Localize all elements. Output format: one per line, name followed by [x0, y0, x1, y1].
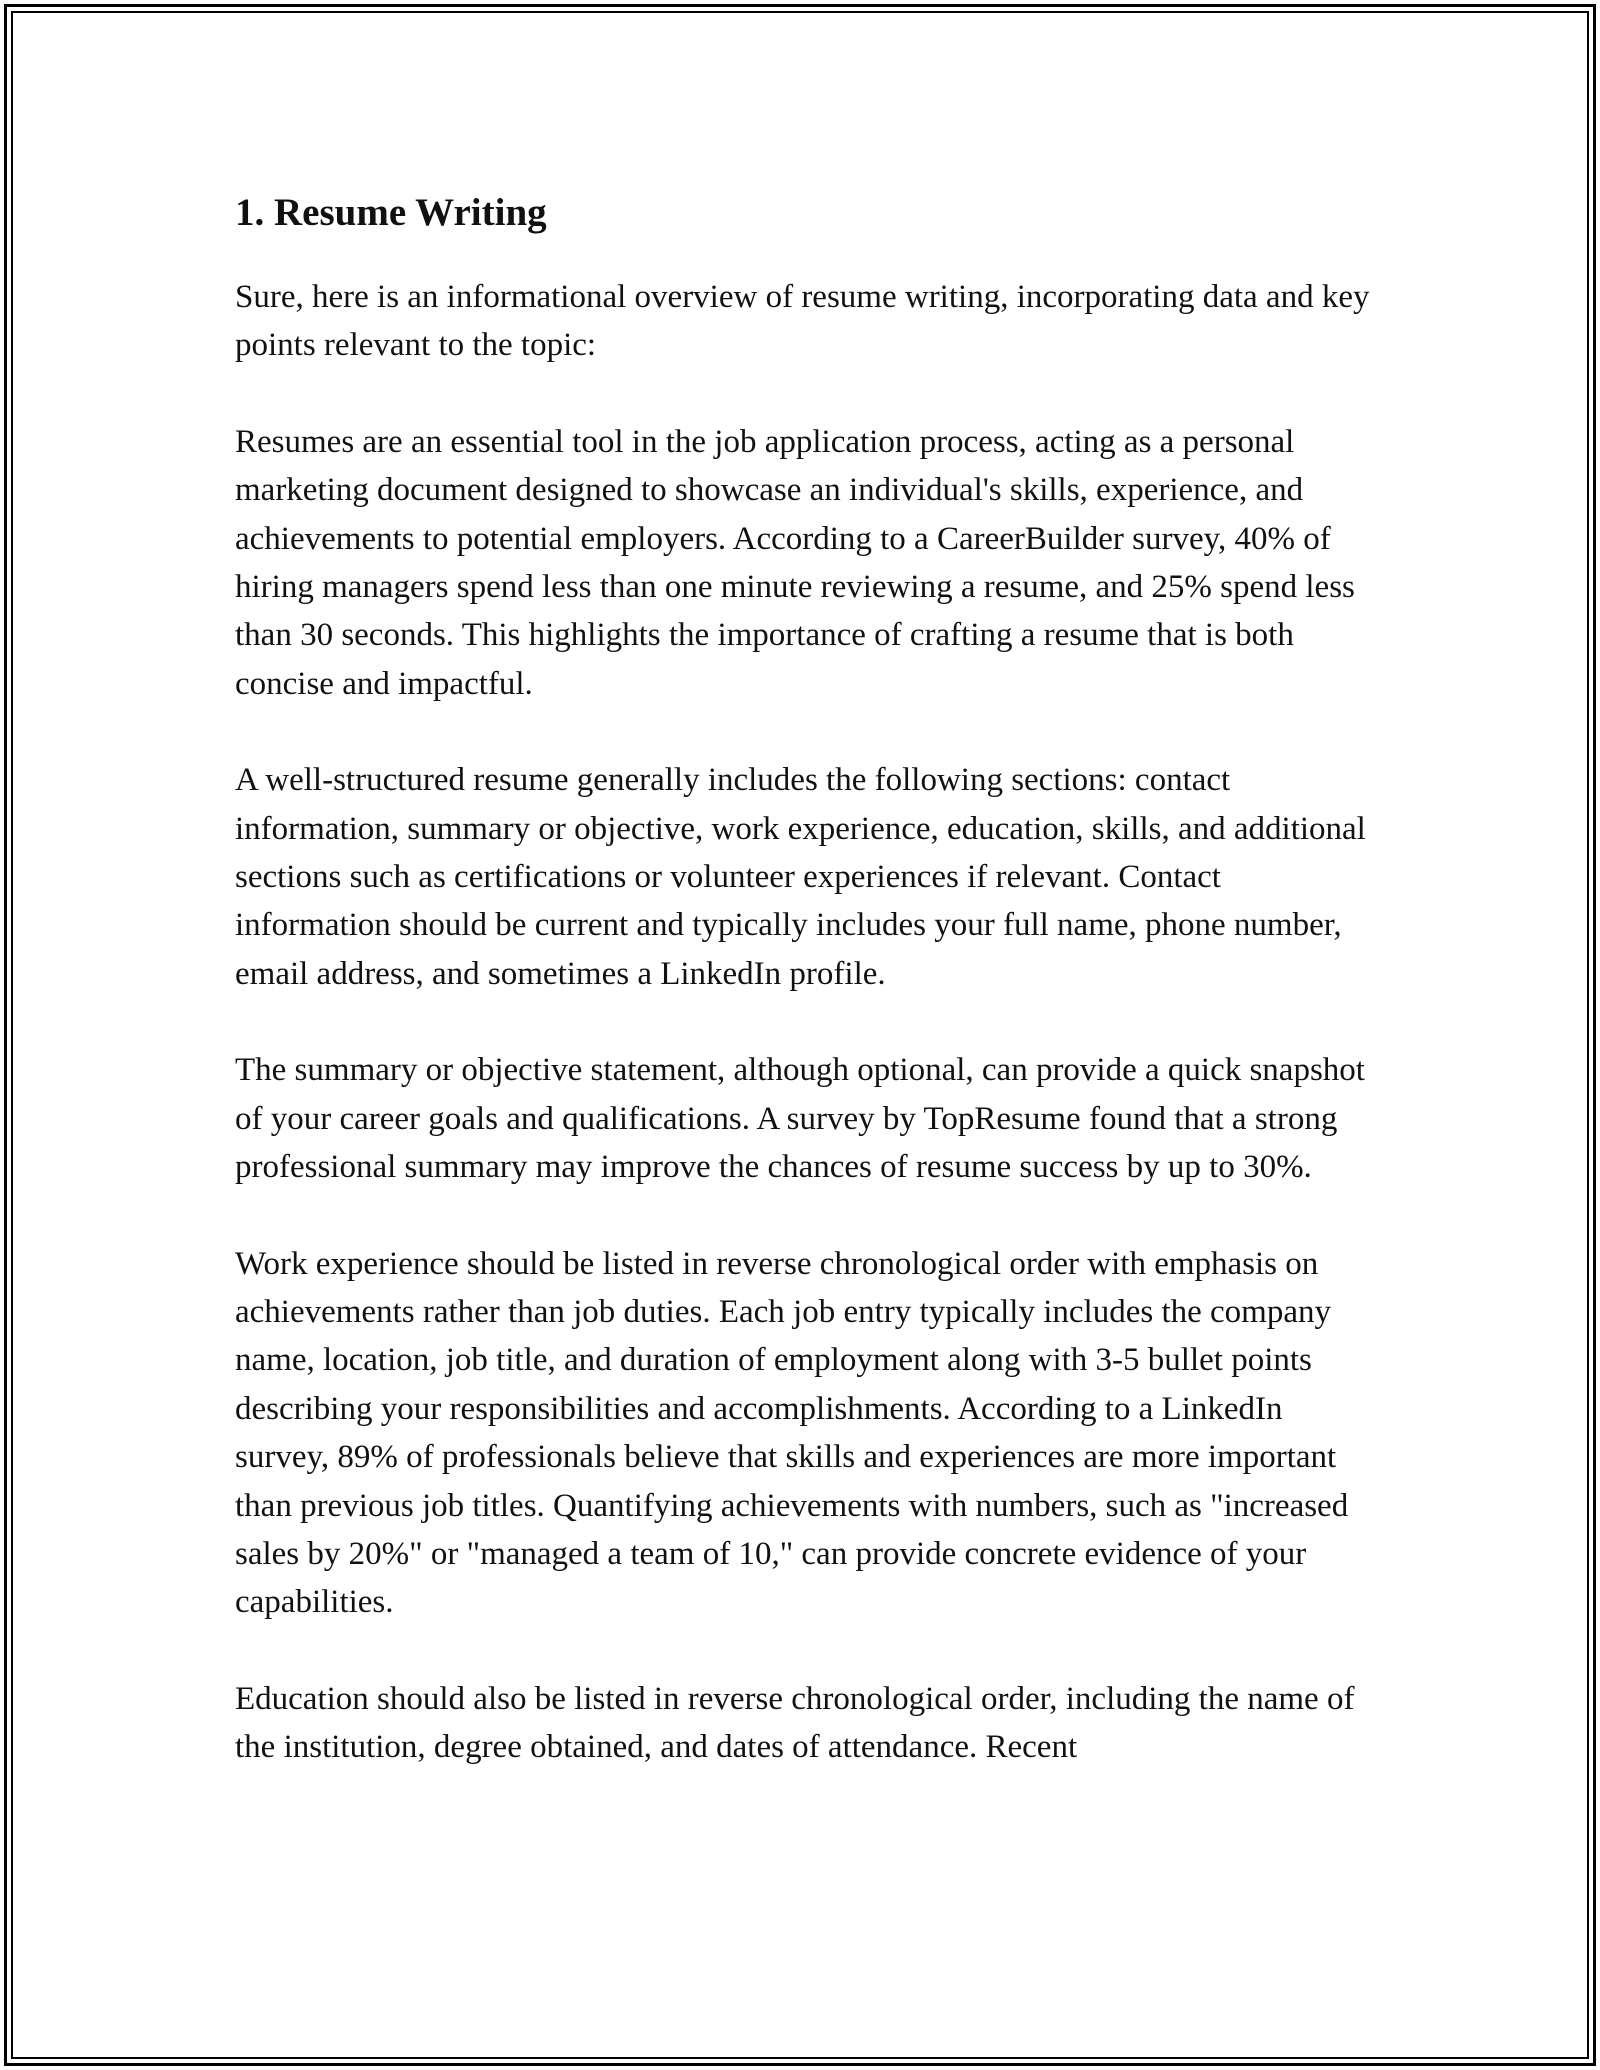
- document-body: [235, 183, 1375, 1820]
- paragraph-summary-objective: The summary or objective statement, although optional, can provide a quick snapshot of your career goals and qualifications. A survey by TopResume found that a strong professional summary may improve the chances of resume success by up to 30%.: [235, 1052, 1365, 1186]
- section-heading: 1. Resume Writing: [235, 191, 547, 234]
- paragraph-resume-sections: A well-structured resume generally includes the following sections: contact information, summary or objective, work experience, education, skills, and additional sections such as certifications or volunteer experiences if relevant. Contact information should be current and typically includes your full name, phone number, email address, and sometimes a LinkedIn profile.: [235, 762, 1366, 992]
- paragraph-intro: Sure, here is an informational overview of resume writing, incorporating data and key points relevant to the topic:: [235, 279, 1370, 364]
- paragraph-work-experience: Work experience should be listed in reverse chronological order with emphasis on achievements rather than job duties. Each job entry typically includes the company name, location, job title, and duration of employment along with 3-5 bullet points describing your responsibilities and accomplishments. According to a LinkedIn survey, 89% of professionals believe that skills and experiences are more important than previous job titles. Quantifying achievements with numbers, such as "increased sales by 20%" or "managed a team of 10," can provide concrete evidence of your capabilities.: [235, 1245, 1349, 1621]
- paragraph-education: Education should also be listed in reverse chronological order, including the name of the institution, degree obtained, and dates of attendance. Recent: [235, 1680, 1355, 1766]
- paragraph-resumes-overview: Resumes are an essential tool in the job application process, acting as a personal marketing document designed to showcase an individual's skills, experience, and achievements to potential employers. According to a CareerBuilder survey, 40% of hiring managers spend less than one minute reviewing a resume, and 25% spend less than 30 seconds. This highlights the importance of crafting a resume that is both concise and impactful.: [235, 423, 1355, 702]
